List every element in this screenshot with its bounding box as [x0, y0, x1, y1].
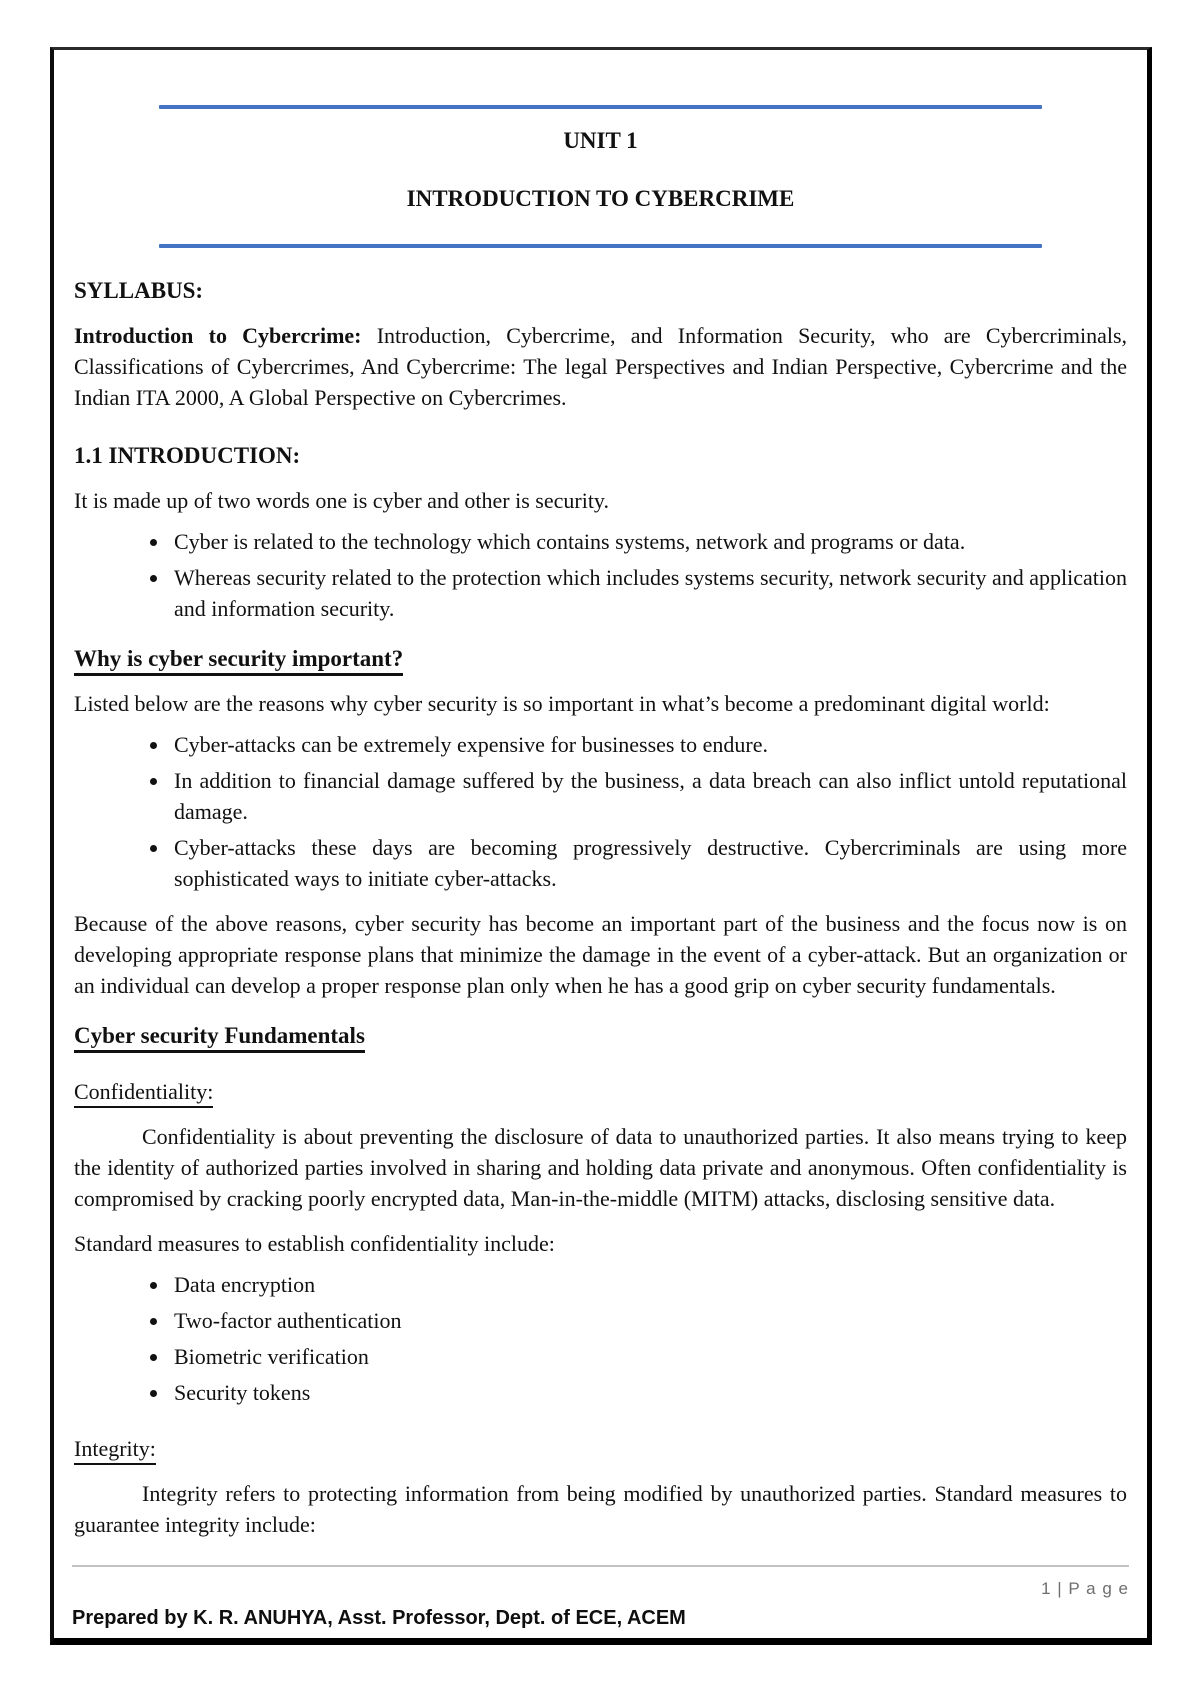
confidentiality-heading — [74, 1077, 1127, 1107]
confidentiality-paragraph: Confidentiality is about preventing the disclosure of data to unauthorized parties. It also means trying to keep the identity of authorized parties involved in sharing and holding data private and anonymous. Often confidentiality is compromised by cracking poorly encrypted data, Man-in-the-middle (MITM) attacks, disclosing sensitive data. — [74, 1124, 1127, 1211]
syllabus-body: Introduction, Cybercrime, and Information Security, who are Cybercriminals, Classifications of Cybercrimes, And Cybercrime: The legal Perspectives and Indian Perspective, Cybercrime and the Indian ITA 2000, A Global Perspective on Cybercrimes. — [74, 323, 1128, 410]
doc-title: INTRODUCTION TO CYBERCRIME — [406, 186, 795, 211]
page-footer — [72, 1565, 1129, 1630]
bullet-item: • Data encryption — [170, 1269, 1127, 1300]
bullet-item: • In addition to financial damage suffered by the business, a data breach can also inflict untold reputational damage. — [170, 765, 1127, 827]
why-important-bullet-list — [74, 729, 1127, 894]
why-important-heading — [74, 644, 1127, 674]
fundamentals-heading-text: Cyber security Fundamentals — [74, 1023, 365, 1053]
title-divider-top — [159, 105, 1042, 109]
introduction-heading: 1.1 INTRODUCTION: — [74, 443, 301, 468]
confidentiality-measures-intro: Standard measures to establish confidentiality include: — [74, 1231, 555, 1256]
why-important-intro: Listed below are the reasons why cyber security is so important in what’s become a predominant digital world: — [74, 691, 1050, 716]
page-border-frame — [50, 47, 1152, 1645]
syllabus-heading: SYLLABUS: — [74, 278, 204, 303]
bullet-item: • Cyber-attacks can be extremely expensive for businesses to endure. — [170, 729, 1127, 760]
integrity-heading-text: Integrity: — [74, 1436, 156, 1465]
bullet-item: • Security tokens — [170, 1377, 1127, 1408]
why-important-heading-text: Why is cyber security important? — [74, 646, 403, 676]
why-important-conclusion: Because of the above reasons, cyber security has become an important part of the business and the focus now is on developing appropriate response plans that minimize the damage in the event of a cyber-attack. But an organization or an individual can develop a proper response plan only when he has a good grip on cyber security fundamentals. — [74, 911, 1127, 998]
page-content — [54, 105, 1147, 1540]
introduction-bullet-list — [74, 526, 1127, 624]
syllabus-paragraph — [74, 320, 1127, 413]
bullet-item: • Cyber is related to the technology which contains systems, network and programs or data. — [170, 526, 1127, 557]
syllabus-lead: Introduction to Cybercrime: — [74, 323, 362, 348]
confidentiality-heading-text: Confidentiality: — [74, 1079, 213, 1108]
introduction-text: It is made up of two words one is cyber and other is security. — [74, 488, 610, 513]
bullet-item: • Biometric verification — [170, 1341, 1127, 1372]
bullet-item: • Cyber-attacks these days are becoming progressively destructive. Cybercriminals are using more sophisticated ways to initiate cyber-attacks. — [170, 832, 1127, 894]
prepared-by-note: Prepared by K. R. ANUHYA, Asst. Professor, Dept. of ECE, ACEM — [72, 1607, 686, 1629]
integrity-paragraph: Integrity refers to protecting information from being modified by unauthorized parties. Standard measures to guarantee integrity include: — [74, 1481, 1127, 1537]
bullet-item: • Two-factor authentication — [170, 1305, 1127, 1336]
bullet-item: • Whereas security related to the protection which includes systems security, network security and application and information security. — [170, 562, 1127, 624]
footer-divider — [72, 1565, 1129, 1567]
integrity-heading — [74, 1434, 1127, 1464]
fundamentals-heading — [74, 1021, 1127, 1051]
unit-heading: UNIT 1 — [563, 128, 638, 153]
confidentiality-measures-list — [74, 1269, 1127, 1408]
title-divider-bottom — [159, 244, 1042, 248]
page-number-label: 1 | P a g e — [1041, 1579, 1129, 1598]
